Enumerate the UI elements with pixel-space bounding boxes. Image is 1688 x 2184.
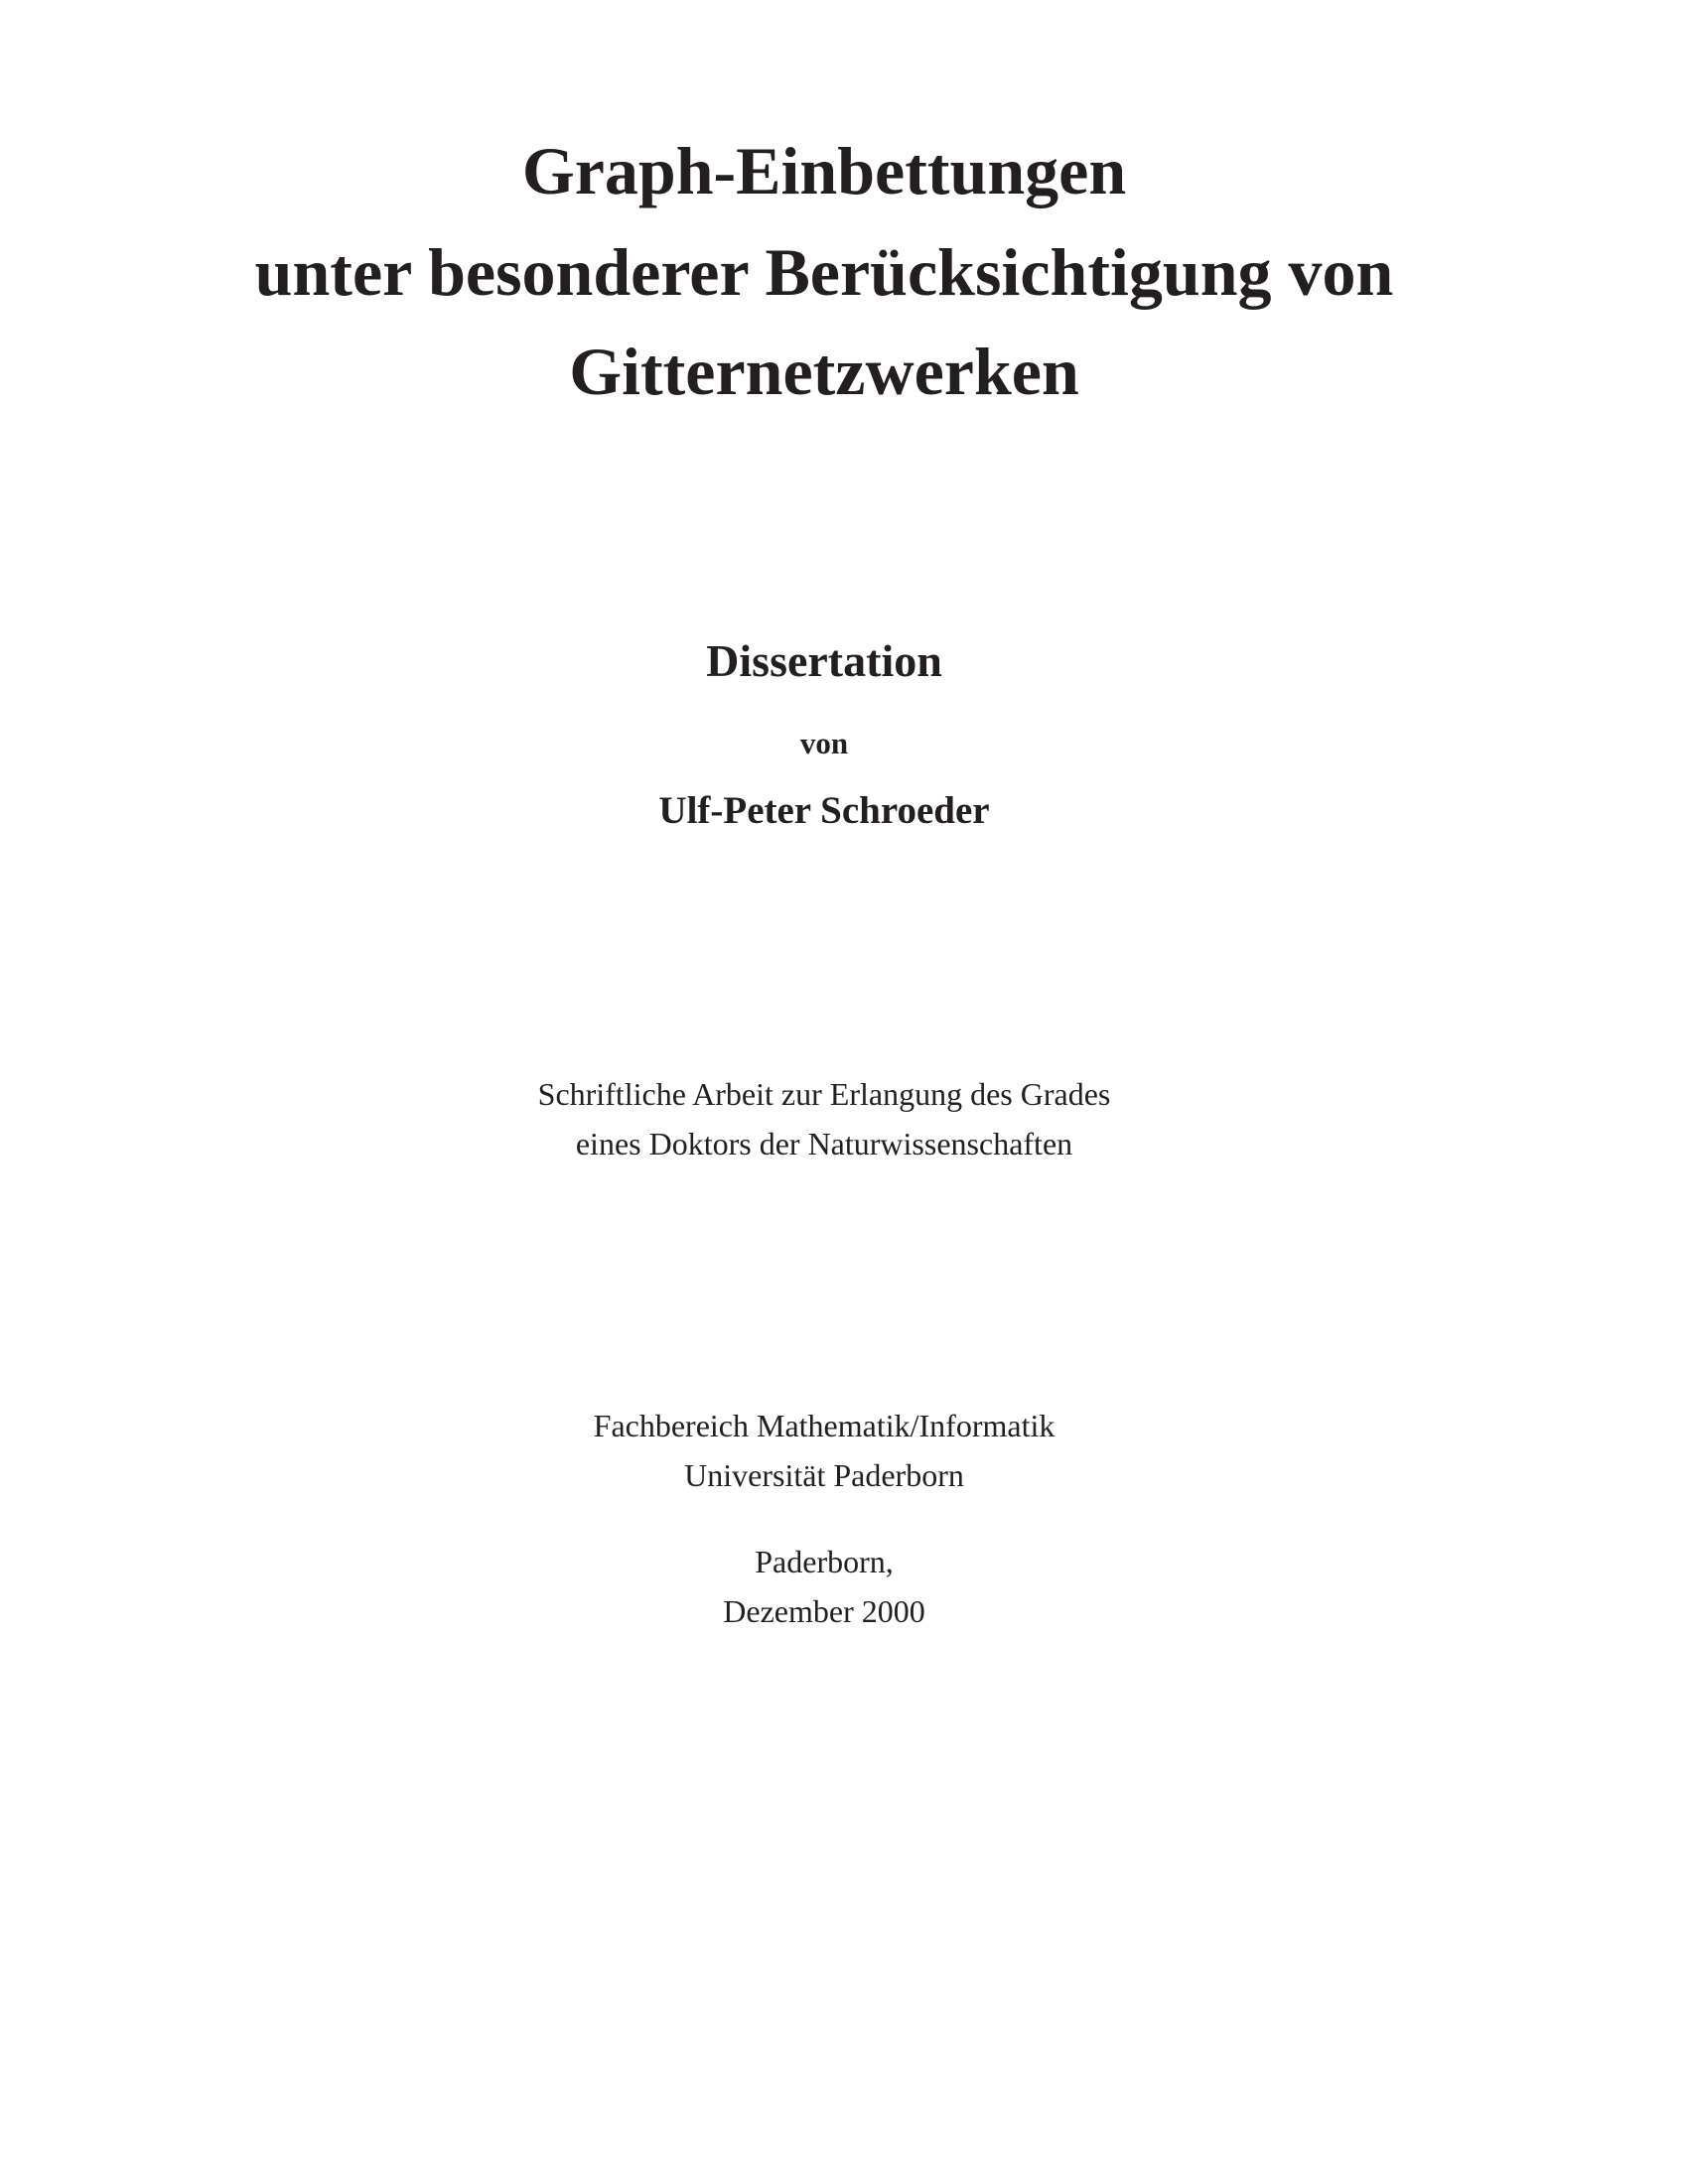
date: Dezember 2000 <box>723 1593 925 1629</box>
author-name: Ulf-Peter Schroeder <box>658 789 990 832</box>
by-label: von <box>799 726 849 760</box>
title-line-2: unter besonderer Berücksichtigung von <box>254 234 1394 310</box>
place: Paderborn, <box>755 1544 894 1579</box>
document-type: Dissertation <box>706 635 942 686</box>
title-line-3: Gitternetzwerken <box>569 334 1079 409</box>
purpose-line-1: Schriftliche Arbeit zur Erlangung des Grades <box>537 1076 1111 1112</box>
university: Universität Paderborn <box>684 1457 964 1493</box>
purpose-line-2: eines Doktors der Naturwissenschaften <box>575 1126 1073 1161</box>
title-line-1: Graph-Einbettungen <box>521 133 1127 208</box>
department: Fachbereich Mathematik/Informatik <box>593 1408 1055 1443</box>
